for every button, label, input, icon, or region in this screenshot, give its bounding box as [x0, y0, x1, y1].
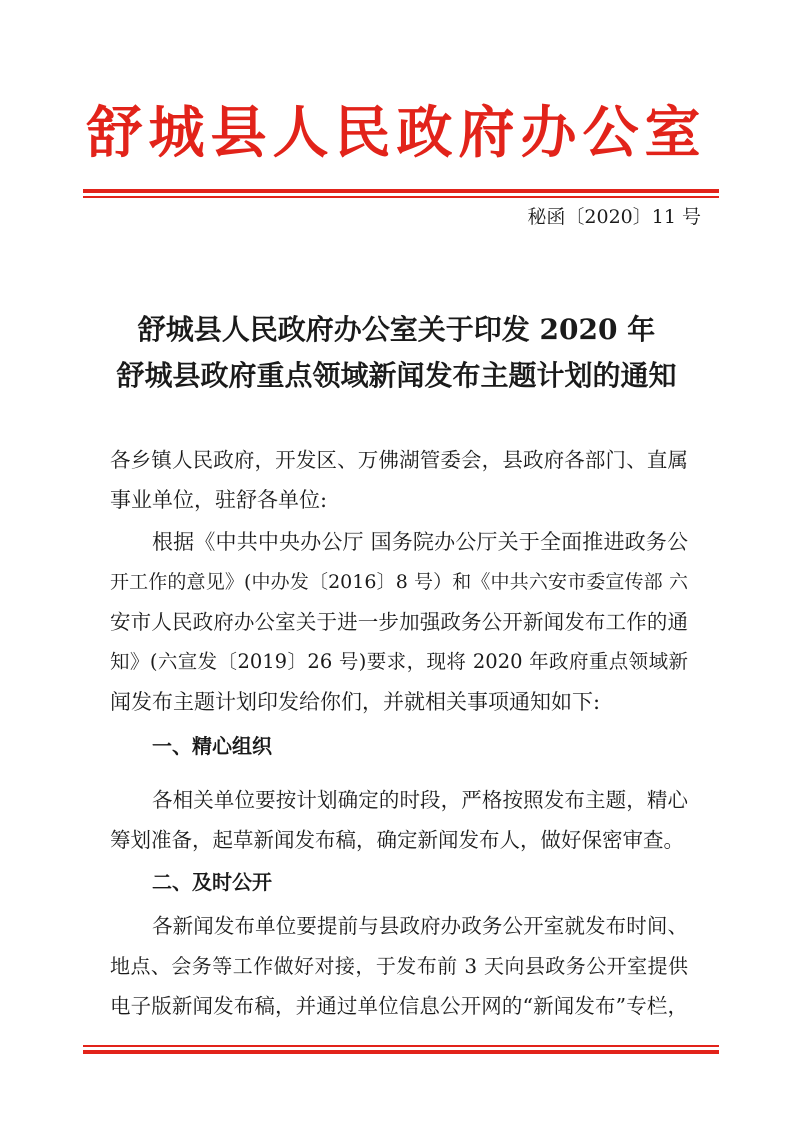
section-2-line: 地点、会务等工作做好对接，于发布前 3 天向县政务公开室提供	[110, 954, 688, 978]
footer-rule-thick	[83, 1050, 719, 1054]
section-2-line: 电子版新闻发布稿，并通过单位信息公开网的“新闻发布”专栏，	[110, 994, 688, 1018]
intro-line: 安市人民政府办公室关于进一步加强政务公开新闻发布工作的通	[110, 610, 688, 634]
document-number: 秘函〔2020〕11 号	[527, 206, 701, 228]
document-title-line-1: 舒城县人民政府办公室关于印发 2020 年	[137, 313, 656, 346]
intro-line: 知》(六宣发〔2019〕26 号)要求，现将 2020 年政府重点领域新	[110, 650, 688, 673]
section-2-line: 各新闻发布单位要提前与县政府办政务公开室就发布时间、	[152, 914, 688, 938]
addressee-paragraph	[110, 440, 688, 520]
org-header-title: 舒城县人民政府办公室	[86, 100, 707, 166]
section-2-heading: 二、及时公开	[152, 870, 272, 894]
header-rule-thick	[83, 189, 719, 193]
header-rule-thin	[83, 196, 719, 198]
addressee-line: 事业单位，驻舒各单位:	[110, 488, 328, 512]
section-2-paragraph	[110, 906, 688, 1026]
document-title-line-2: 舒城县政府重点领域新闻发布主题计划的通知	[116, 359, 677, 392]
section-1-line: 各相关单位要按计划确定的时段，严格按照发布主题，精心	[152, 788, 688, 812]
intro-paragraph	[110, 522, 688, 722]
section-1-heading: 一、精心组织	[152, 734, 272, 758]
addressee-line: 各乡镇人民政府，开发区、万佛湖管委会，县政府各部门、直属	[110, 448, 688, 472]
footer-rule-thin	[83, 1045, 719, 1047]
section-1-line: 筹划准备，起草新闻发布稿，确定新闻发布人，做好保密审查。	[110, 828, 684, 852]
section-1-paragraph	[110, 780, 688, 860]
intro-line: 根据《中共中央办公厅 国务院办公厅关于全面推进政务公	[152, 530, 688, 554]
intro-line: 闻发布主题计划印发给你们，并就相关事项通知如下:	[110, 690, 601, 714]
intro-line: 开工作的意见》(中办发〔2016〕8 号）和《中共六安市委宣传部 六	[110, 571, 688, 593]
